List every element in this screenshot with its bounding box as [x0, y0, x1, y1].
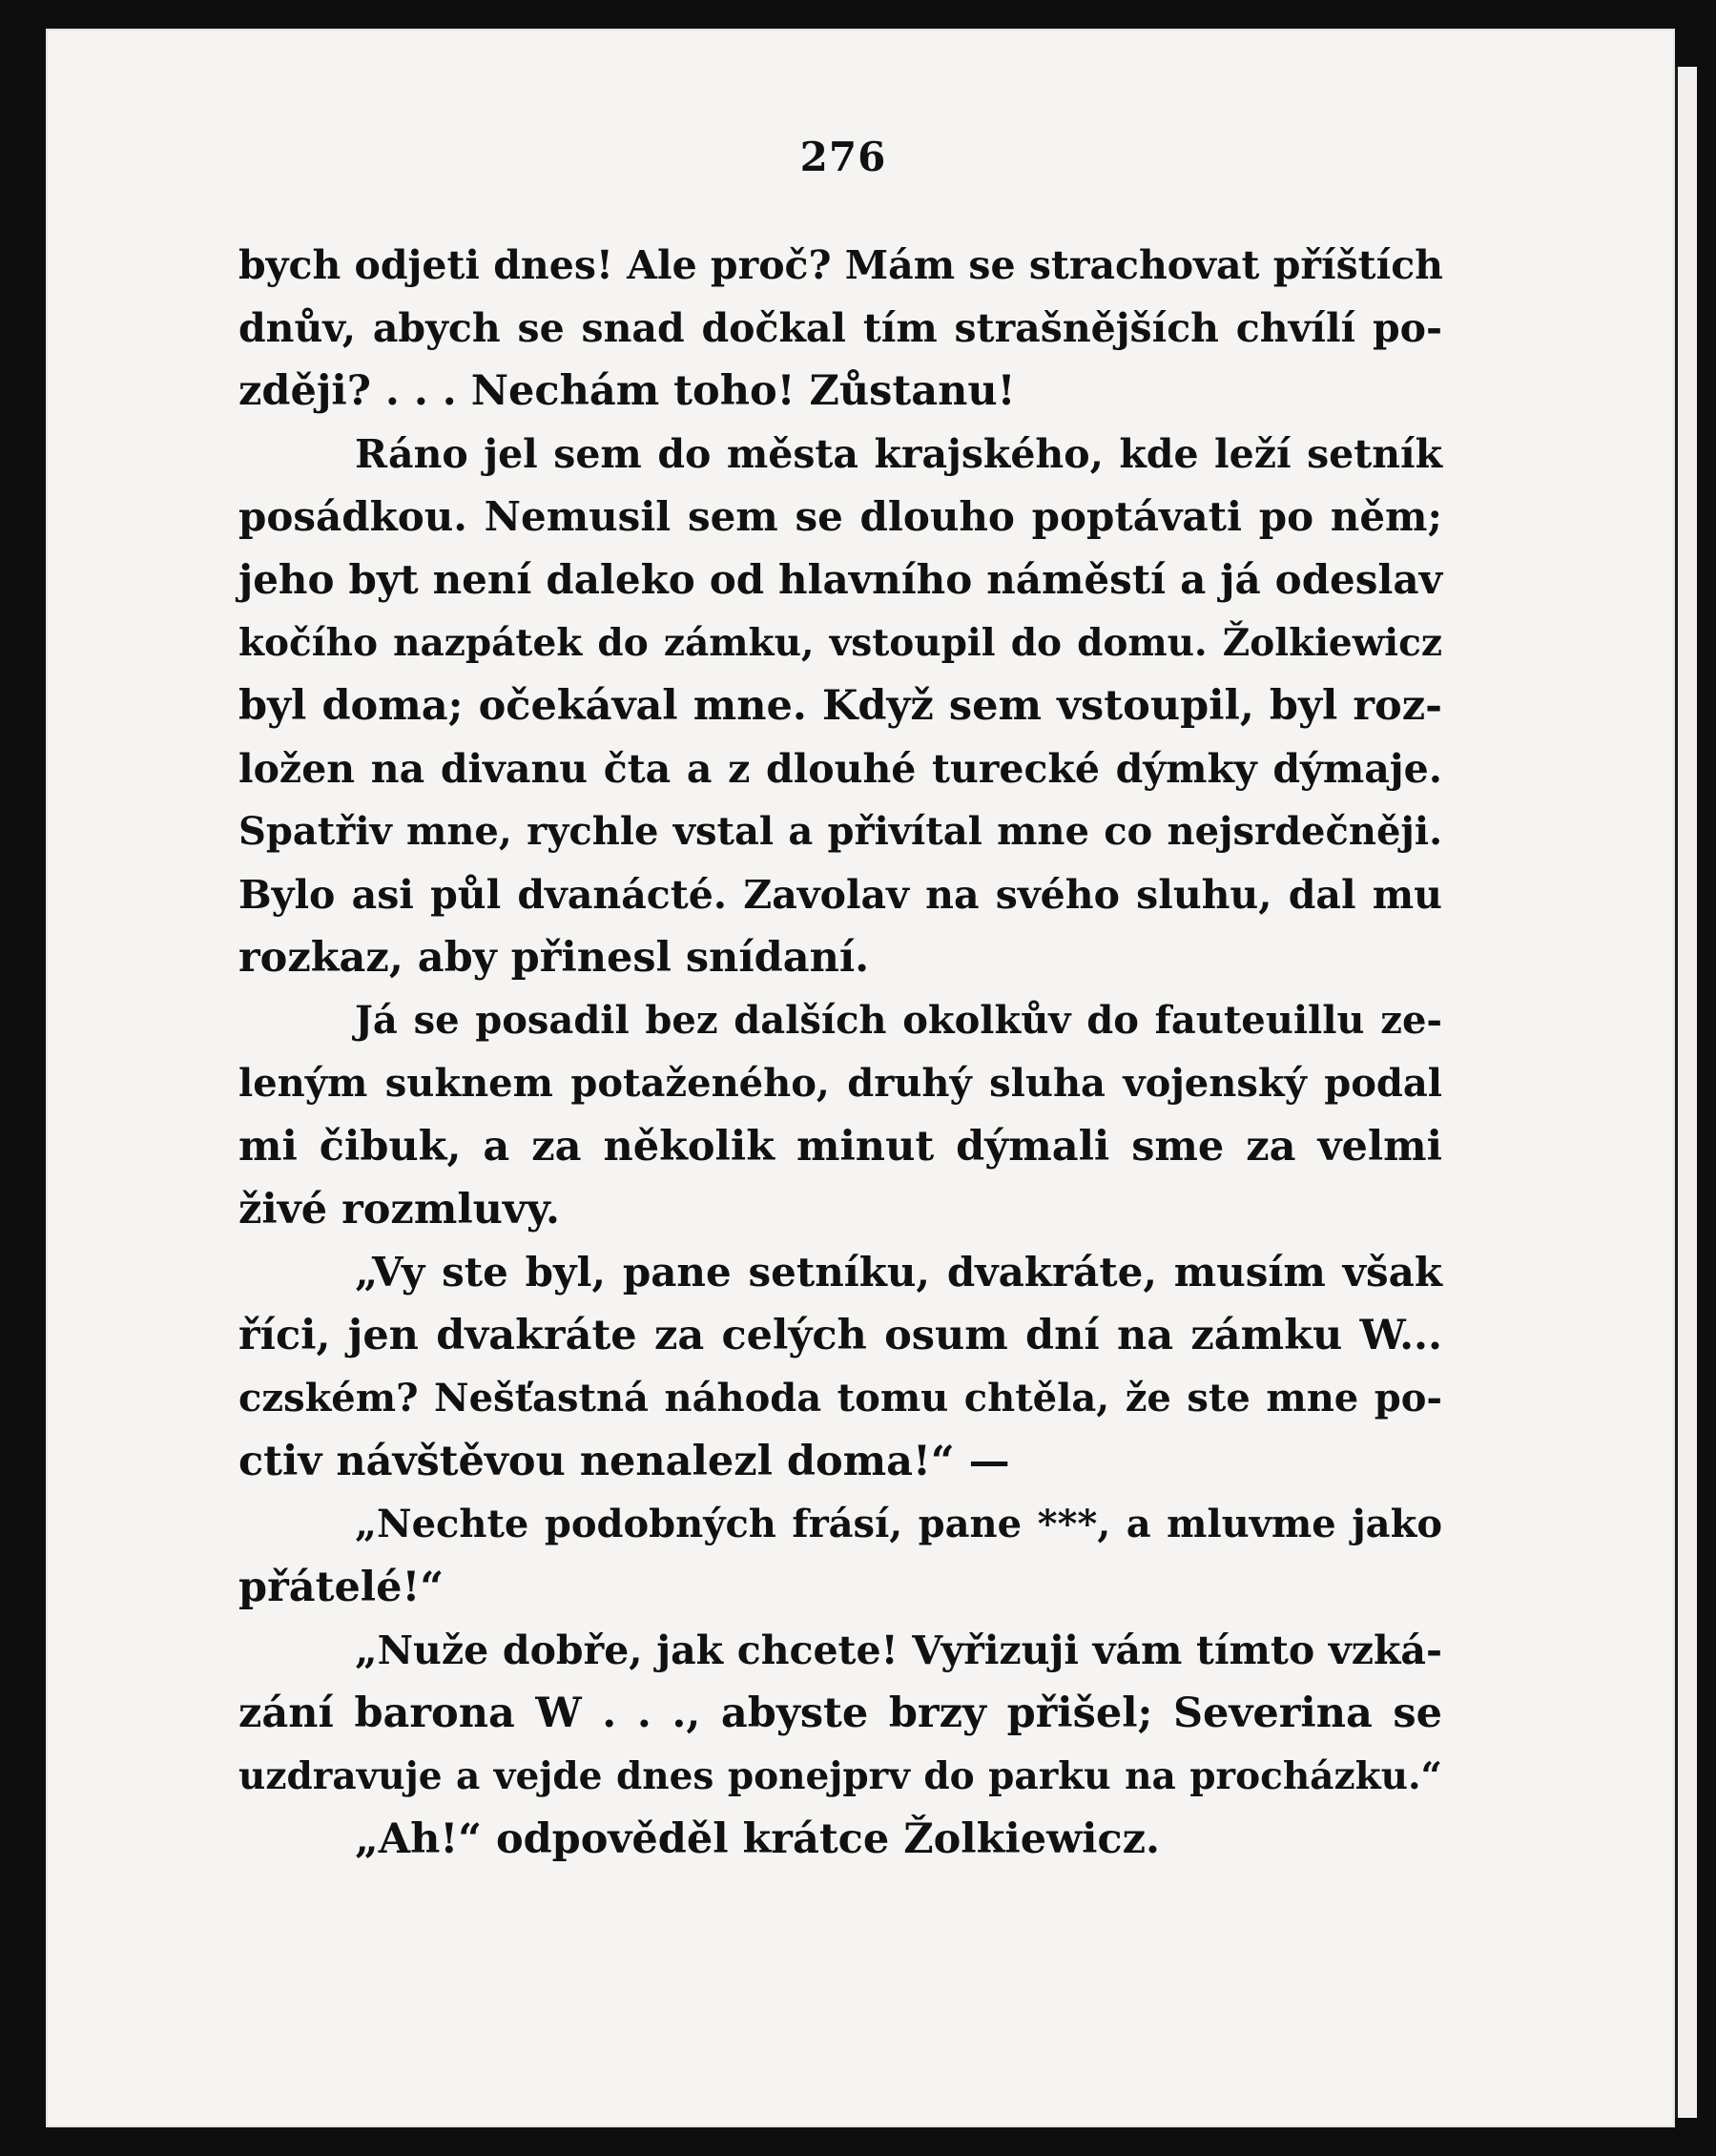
text-line: posádkou. Nemusil sem se dlouho poptávati po něm;	[238, 493, 1442, 540]
text-line: říci, jen dvakráte za celých osum dní na zámku W...	[238, 1312, 1442, 1359]
text-line: živé rozmluvy.	[238, 1186, 560, 1233]
text-line: rozkaz, aby přinesl snídaní.	[238, 934, 870, 982]
text-line: ložen na divanu čta a z dlouhé turecké dýmky dýmaje.	[238, 746, 1442, 792]
text-line: leným suknem potaženého, druhý sluha vojenský podal	[238, 1061, 1442, 1106]
text-line: dnův, abych se snad dočkal tím strašnějších chvílí po-	[238, 305, 1442, 351]
text-line: Ráno jel sem do města krajského, kde leží setník	[355, 431, 1442, 477]
text-line: Já se posadil bez dalších okolkův do fauteuillu ze-	[355, 998, 1442, 1043]
text-line: přátelé!“	[238, 1564, 445, 1611]
text-line: „Ah!“ odpověděl krátce Žolkiewicz.	[355, 1815, 1161, 1863]
text-line: uzdravuje a vejde dnes ponejprv do parku na procházku.“	[238, 1754, 1442, 1798]
adjacent-page-edge	[1675, 67, 1697, 2118]
text-line: „Vy ste byl, pane setníku, dvakráte, musím však	[355, 1249, 1442, 1296]
text-line: zději? . . . Nechám toho! Zůstanu!	[238, 367, 1016, 415]
text-line: Bylo asi půl dvanácté. Zavolav na svého sluhu, dal mu	[238, 872, 1442, 918]
page-number: 276	[799, 134, 887, 180]
text-line: czském? Nešťastná náhoda tomu chtěla, že ste mne po-	[238, 1376, 1442, 1420]
text-line: „Nechte podobných frásí, pane ***, a mluvme jako	[355, 1502, 1442, 1546]
text-line: mi čibuk, a za několik minut dýmali sme za velmi	[238, 1123, 1442, 1171]
text-line: „Nuže dobře, jak chcete! Vyřizuji vám tímto vzká-	[355, 1627, 1442, 1673]
text-line: kočího nazpátek do zámku, vstoupil do domu. Žolkiewicz	[238, 621, 1442, 665]
text-line: zání barona W . . ., abyste brzy přišel; Severina se	[238, 1690, 1442, 1737]
text-line: Spatřiv mne, rychle vstal a přivítal mne co nejsrdečněji.	[238, 809, 1442, 854]
text-line: ctiv návštěvou nenalezl doma!“ —	[238, 1438, 1010, 1485]
text-line: bych odjeti dnes! Ale proč? Mám se strachovat příštích	[238, 242, 1443, 288]
text-line: byl doma; očekával mne. Když sem vstoupil, byl roz-	[238, 682, 1442, 730]
text-line: jeho byt není daleko od hlavního náměstí a já odeslav	[238, 556, 1442, 603]
body-text	[238, 234, 1442, 1871]
